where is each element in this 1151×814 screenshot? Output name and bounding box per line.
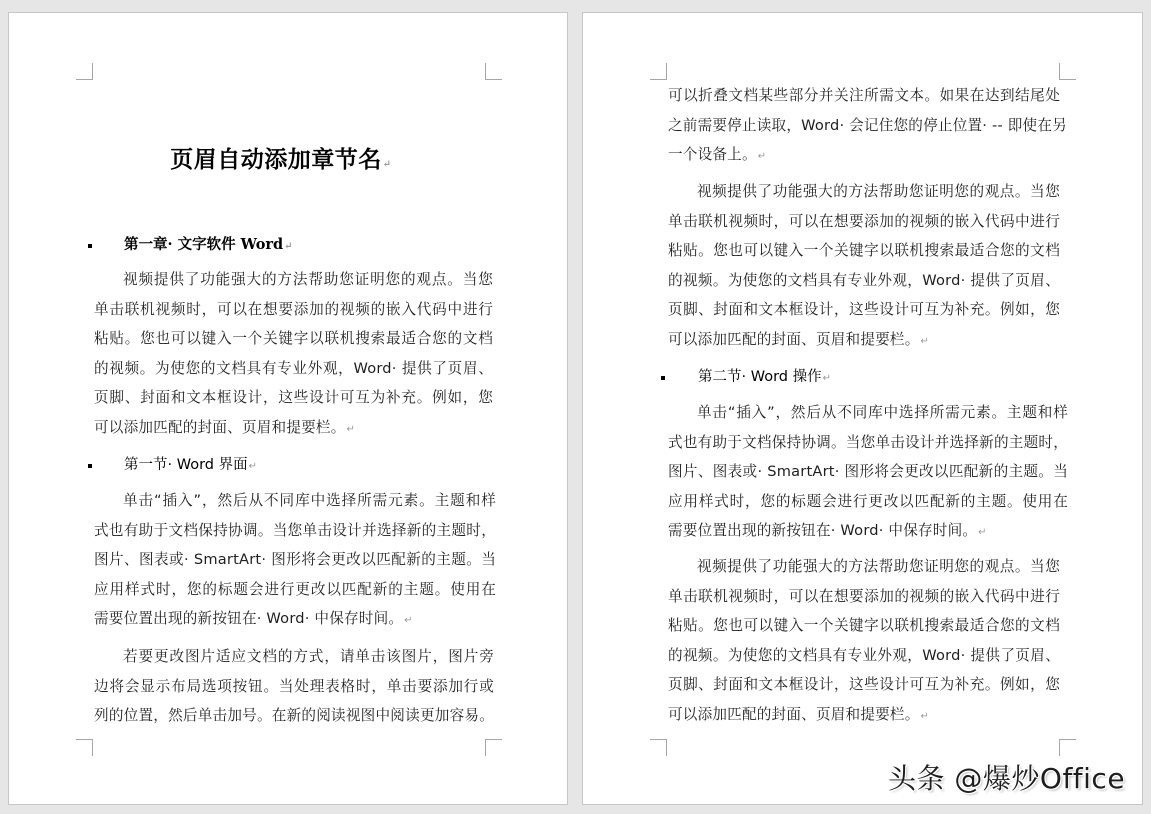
paragraph-mark-icon: ↵ <box>757 151 767 163</box>
text-line <box>94 413 493 445</box>
paragraph-mark-icon: ↵ <box>822 373 831 384</box>
body-paragraph[interactable] <box>668 398 1068 548</box>
margin-corner-mark <box>650 739 667 756</box>
heading-bullet-icon <box>88 244 92 248</box>
text-line: 视频提供了功能强大的方法帮助您证明您的观点。当您 <box>123 271 493 288</box>
paragraph-mark-icon: ↵ <box>346 423 356 435</box>
margin-corner-mark <box>1059 63 1076 80</box>
text-line-content: 可以添加匹配的封面、页眉和提要栏。 <box>94 418 346 436</box>
watermark: 头条 @爆炒Office <box>888 762 1126 795</box>
text-line: 视频提供了功能强大的方法帮助您证明您的观点。当您 <box>697 183 1060 200</box>
section-heading[interactable] <box>124 453 257 474</box>
paragraph-mark-icon: ↵ <box>248 461 257 472</box>
margin-corner-mark <box>76 739 93 756</box>
paragraph-mark-icon: ↵ <box>284 241 293 252</box>
document-page-2[interactable] <box>582 12 1143 805</box>
text-line <box>668 700 1060 732</box>
text-line: 粘贴。您也可以键入一个关键字以联机搜索最适合您的文档 <box>668 242 1060 260</box>
text-line: 的视频。为使您的文档具有专业外观，Word· 提供了页眉、 <box>94 359 493 377</box>
body-paragraph[interactable] <box>94 642 494 731</box>
heading-text: 第一章· 文字软件 Word <box>124 236 284 253</box>
heading-bullet-icon <box>88 464 92 468</box>
text-line: 可以折叠文档某些部分并关注所需文本。如果在达到结尾处 <box>668 87 1060 104</box>
text-line: 应用样式时，您的标题会进行更改以匹配新的主题。使用在 <box>94 580 496 598</box>
text-line: 页脚、封面和文本框设计，这些设计可互为补充。例如，您 <box>668 301 1060 319</box>
text-line: 视频提供了功能强大的方法帮助您证明您的观点。当您 <box>697 558 1060 575</box>
text-line: 式也有助于文档保持协调。当您单击设计并选择新的主题时， <box>668 433 1068 451</box>
text-line: 单击“插入”，然后从不同库中选择所需元素。主题和样 <box>123 492 496 509</box>
text-line: 边将会显示布局选项按钮。当处理表格时，单击要添加行或 <box>94 677 494 695</box>
paragraph-mark-icon: ↵ <box>382 159 392 170</box>
title-text: 页眉自动添加章节名 <box>170 146 382 173</box>
text-line: 页脚、封面和文本框设计，这些设计可互为补充。例如，您 <box>94 389 493 407</box>
body-paragraph[interactable] <box>668 177 1060 357</box>
text-line-content: 一个设备上。 <box>668 146 757 164</box>
margin-corner-mark <box>485 63 502 80</box>
paragraph-mark-icon: ↵ <box>404 615 413 627</box>
heading-text: 第二节· Word 操作 <box>698 369 822 385</box>
text-line: 应用样式时，您的标题会进行更改以匹配新的主题。使用在 <box>668 492 1068 510</box>
text-line: 单击联机视频时，可以在想要添加的视频的嵌入代码中进行 <box>668 212 1060 230</box>
paragraph-mark-icon: ↵ <box>920 710 930 722</box>
text-line <box>668 140 1060 172</box>
chapter-heading[interactable] <box>124 233 293 254</box>
document-page-1[interactable] <box>8 12 568 805</box>
text-line: 若要更改图片适应文档的方式，请单击该图片，图片旁 <box>123 648 494 665</box>
margin-corner-mark <box>76 63 93 80</box>
text-line: 单击联机视频时，可以在想要添加的视频的嵌入代码中进行 <box>94 300 493 318</box>
text-line: 图片、图表或· SmartArt· 图形将会更改以匹配新的主题。当 <box>94 551 496 569</box>
body-paragraph[interactable] <box>668 81 1067 172</box>
text-line: 单击联机视频时，可以在想要添加的视频的嵌入代码中进行 <box>668 587 1060 605</box>
document-title[interactable] <box>0 141 567 174</box>
text-line-content: 需要位置出现的新按钮在· Word· 中保存时间。 <box>668 522 978 540</box>
text-line-content: 可以添加匹配的封面、页眉和提要栏。 <box>668 330 920 348</box>
paragraph-mark-icon: ↵ <box>978 527 987 539</box>
heading-bullet-icon <box>661 376 665 380</box>
text-line: 的视频。为使您的文档具有专业外观，Word· 提供了页眉、 <box>668 646 1060 664</box>
text-line <box>668 516 1068 548</box>
heading-text: 第一节· Word 界面 <box>124 457 248 473</box>
text-line <box>668 325 1060 357</box>
text-line: 单击“插入”，然后从不同库中选择所需元素。主题和样 <box>697 404 1068 421</box>
body-paragraph[interactable] <box>94 265 493 445</box>
text-line: 页脚、封面和文本框设计，这些设计可互为补充。例如，您 <box>668 676 1060 694</box>
margin-corner-mark <box>485 739 502 756</box>
text-line-content: 可以添加匹配的封面、页眉和提要栏。 <box>668 705 920 723</box>
margin-corner-mark <box>1059 739 1076 756</box>
text-line: 列的位置，然后单击加号。在新的阅读视图中阅读更加容易。 <box>94 707 494 725</box>
section-heading[interactable] <box>698 365 831 386</box>
text-line: 式也有助于文档保持协调。当您单击设计并选择新的主题时， <box>94 521 496 539</box>
text-line: 粘贴。您也可以键入一个关键字以联机搜索最适合您的文档 <box>668 617 1060 635</box>
body-paragraph[interactable] <box>94 486 496 636</box>
text-line: 粘贴。您也可以键入一个关键字以联机搜索最适合您的文档 <box>94 330 493 348</box>
text-line <box>94 604 496 636</box>
text-line: 图片、图表或· SmartArt· 图形将会更改以匹配新的主题。当 <box>668 463 1068 481</box>
text-line: 之前需要停止读取，Word· 会记住您的停止位置· -- 即使在另 <box>668 116 1067 134</box>
paragraph-mark-icon: ↵ <box>920 335 930 347</box>
text-line-content: 需要位置出现的新按钮在· Word· 中保存时间。 <box>94 610 404 628</box>
body-paragraph[interactable] <box>668 552 1060 732</box>
margin-corner-mark <box>650 63 667 80</box>
text-line: 的视频。为使您的文档具有专业外观，Word· 提供了页眉、 <box>668 271 1060 289</box>
